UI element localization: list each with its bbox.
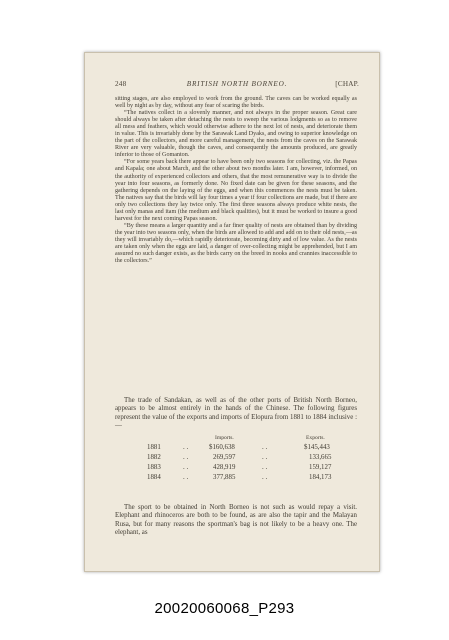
table-header	[147, 435, 337, 444]
imports-header: Imports.	[215, 435, 234, 441]
imports-cell: 377,885	[213, 474, 236, 481]
paragraph: “The natives collect in a slovenly manner, and not always in the proper season. Great care should always be taken after detaching the nests to sweep the various lodgments so as to remove all mess and feathers, which would otherwise adhere to the next lot of nests, and deteriorate them in value. This is invariably done by the Sarawak Land Dyaks, and owing to superior knowledge on the part of the collectors, and more careful management, the nests from the caves on the Sarawak River are very valuable, though the caves, and consequently the amounts produced, are greatly inferior to those of Gomanton.	[115, 110, 357, 159]
dots: . .	[183, 454, 189, 461]
running-title: BRITISH NORTH BORNEO.	[186, 80, 288, 88]
imports-cell: 428,919	[213, 464, 236, 471]
year-cell: 1883	[147, 464, 161, 471]
table-row	[147, 444, 337, 454]
imports-cell: 269,597	[213, 454, 236, 461]
book-page	[84, 52, 380, 572]
table-row	[147, 454, 337, 464]
table-row	[147, 474, 337, 484]
trade-paragraph: The trade of Sandakan, as well as of the other ports of British North Borneo, appears to be almost entirely in the hands of the Chinese. The following figures represent the value of the exports and imports of Elopura from 1881 to 1884 inclusive :—	[115, 396, 357, 430]
sport-paragraph: The sport to be obtained in North Borneo is not such as would repay a visit. Elephant and rhinoceros are both to be found, as are also the tapir and the Malayan Rusa, but for many reasons the sportman's bag is not likely to be a heavy one. The elephant, as	[115, 503, 357, 537]
year-cell: 1882	[147, 454, 161, 461]
imports-cell: $160,638	[209, 444, 235, 451]
page-number: 248	[115, 80, 127, 88]
dots: . .	[262, 444, 268, 451]
paragraph: “For some years back there appear to have been only two seasons for collecting, viz. the Papas and Kapala; one about March, and the other about two months later. I am, however, informed, on the authority of experienced collectors and others, that the most remunerative way is to divide the year into four seasons, as formerly done. No fixed date can be given for these seasons, and the gathering depends on the laying of the eggs, and when this commences the nests must be taken. The natives say that the birds will lay four times a year if four collections are made, but if there are only two collections they lay twice only. The first three seasons always produce white nests, the last only manas and itam (the medium and black qualities), but it must be worked to insure a good harvest for the next coming Papas season.	[115, 159, 357, 222]
exports-header: Exports.	[306, 435, 325, 441]
exports-cell: 184,173	[309, 474, 332, 481]
dots: . .	[262, 464, 268, 471]
dots: . .	[183, 474, 189, 481]
paragraph: “By these means a larger quantity and a far finer quality of nests are obtained than by dividing the year into two seasons only, when the birds are allowed to add and add on to their old nests,—as they will invariably do,—which rapidly deteriorate, becoming dirty and of low value. As the nests are taken only when the eggs are laid, a danger of over-collecting might be apprehended, but I am assured no such danger exists, as the birds carry on the breed in nooks and crannies inaccessible to the collectors.”	[115, 222, 357, 265]
exports-cell: 133,665	[309, 454, 332, 461]
year-cell: 1884	[147, 474, 161, 481]
dots: . .	[183, 464, 189, 471]
dots: . .	[183, 444, 189, 451]
exports-cell: 159,127	[309, 464, 332, 471]
chapter-marker: [CHAP.	[335, 80, 359, 88]
quoted-passage	[115, 96, 357, 265]
dots: . .	[262, 454, 268, 461]
table-row	[147, 464, 337, 474]
dots: . .	[262, 474, 268, 481]
year-cell: 1881	[147, 444, 161, 451]
archive-id-caption: 20020060068_P293	[154, 600, 295, 617]
paragraph: sitting stages, are also employed to work from the ground. The caves can be worked equally as well by night as by day, without any fear of scaring the birds.	[115, 96, 357, 110]
exports-cell: $145,443	[304, 444, 330, 451]
trade-table	[147, 435, 337, 484]
